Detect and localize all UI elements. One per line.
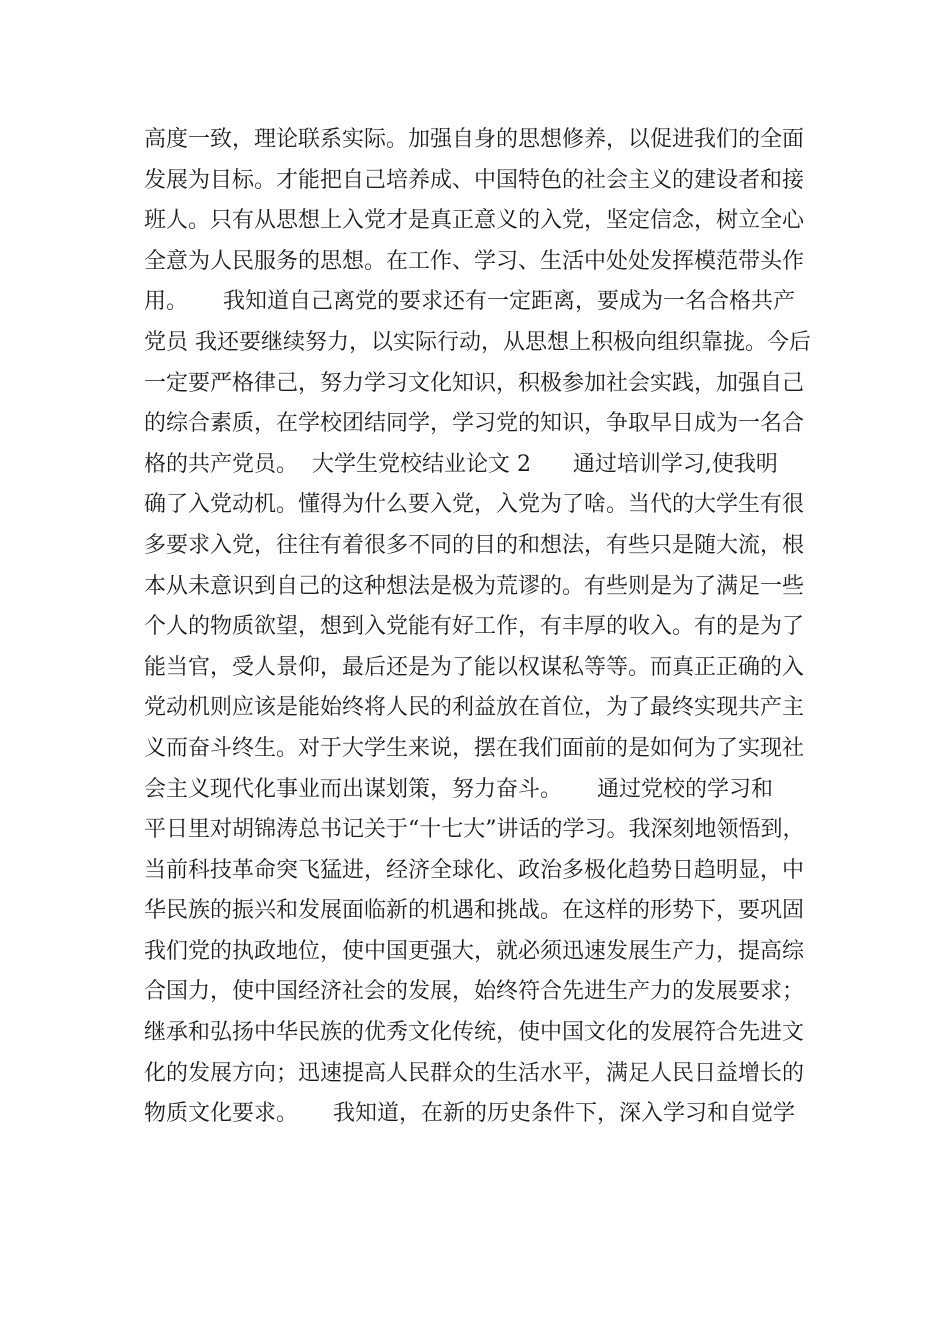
text-line: 会主义现代化事业而出谋划策，努力奋斗。 通过党校的学习和	[144, 776, 773, 802]
text-line: 继承和弘扬中华民族的优秀文化传统，使中国文化的发展符合先进文	[144, 1020, 805, 1046]
text-line: 当前科技革命突飞猛进，经济全球化、政治多极化趋势日趋明显，中	[144, 857, 805, 883]
text-line: 全意为人民服务的思想。在工作、学习、生活中处处发挥模范带头作	[144, 248, 805, 274]
body-text	[144, 120, 824, 1135]
text-line: 高度一致，理论联系实际。加强自身的思想修养，以促进我们的全面	[144, 127, 805, 152]
text-line: 我们党的执政地位，使中国更强大，就必须迅速发展生产力，提高综	[144, 938, 805, 964]
text-line: 个人的物质欲望，想到入党能有好工作，有丰厚的收入。有的是为了	[144, 614, 805, 640]
text-line: 的综合素质，在学校团结同学，学习党的知识，争取早日成为一名合	[144, 411, 805, 437]
text-line: 物质文化要求。 我知道，在新的历史条件下，深入学习和自觉学	[144, 1101, 795, 1127]
text-line: 华民族的振兴和发展面临新的机遇和挑战。在这样的形势下，要巩固	[144, 898, 805, 924]
text-line: 一定要严格律己，努力学习文化知识，积极参加社会实践，加强自己	[144, 370, 805, 396]
text-line: 多要求入党，往往有着很多不同的目的和想法，有些只是随大流，根	[144, 532, 805, 558]
text-line: 班人。只有从思想上入党才是真正意义的入党，坚定信念，树立全心	[144, 208, 805, 234]
text-line: 本从未意识到自己的这种想法是极为荒谬的。有些则是为了满足一些	[144, 573, 805, 599]
text-line: 合国力，使中国经济社会的发展，始终符合先进生产力的发展要求；	[144, 979, 805, 1005]
text-line: 发展为目标。才能把自己培养成、中国特色的社会主义的建设者和接	[144, 167, 805, 193]
text-line: 义而奋斗终生。对于大学生来说，摆在我们面前的是如何为了实现社	[144, 735, 805, 761]
text-line: 化的发展方向；迅速提高人民群众的生活水平，满足人民日益增长的	[144, 1060, 805, 1086]
text-line: 格的共产党员。 大学生党校结业论文 2 通过培训学习,使我明	[144, 451, 778, 477]
text-line: 确了入党动机。懂得为什么要入党，入党为了啥。当代的大学生有很	[144, 492, 805, 518]
text-line: 用。 我知道自己离党的要求还有一定距离，要成为一名合格共产	[144, 289, 795, 315]
text-line: 平日里对胡锦涛总书记关于“十七大”讲话的学习。我深刻地领悟到，	[144, 817, 805, 843]
text-line: 能当官，受人景仰，最后还是为了能以权谋私等等。而真正正确的入	[144, 654, 805, 680]
text-line: 党动机则应该是能始终将人民的利益放在首位，为了最终实现共产主	[144, 695, 805, 721]
text-line: 党员 我还要继续努力，以实际行动，从思想上积极向组织靠拢。今后	[144, 329, 811, 355]
